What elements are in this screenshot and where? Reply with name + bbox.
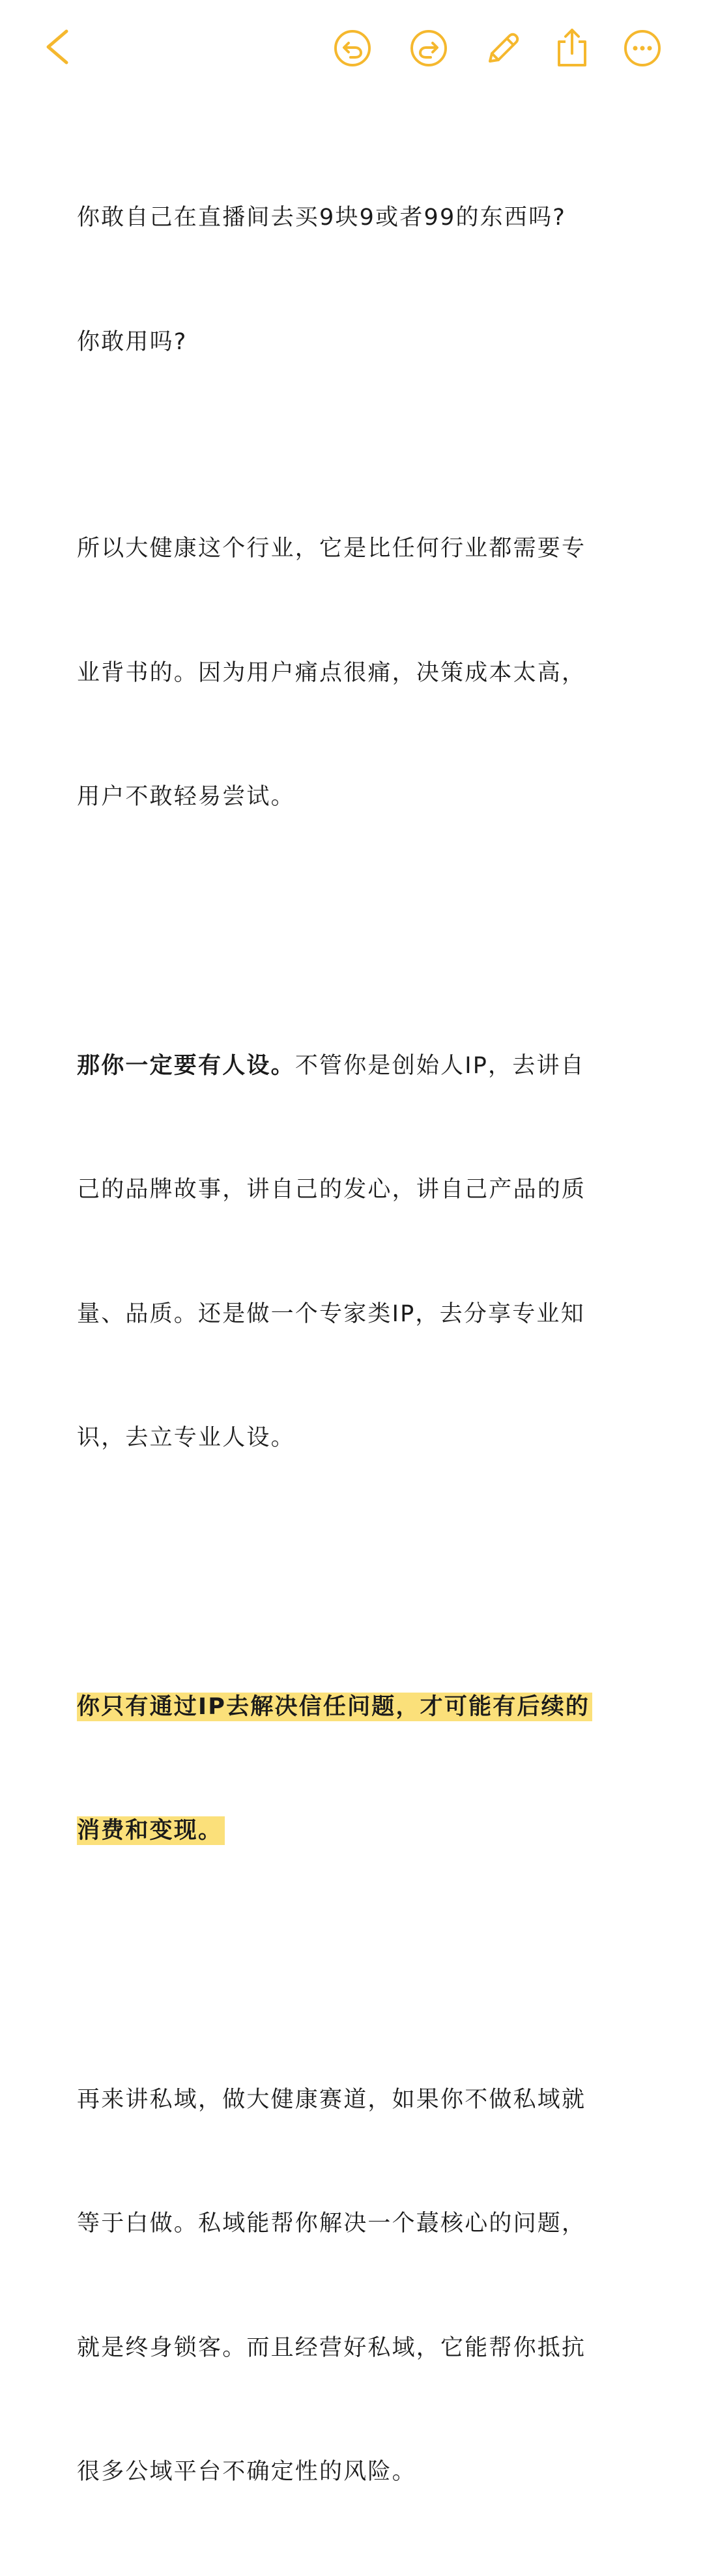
undo-icon [333,29,372,68]
highlighted-text: 你只有通过IP去解决信任问题，才可能有后续的 [77,1693,592,1721]
redo-icon [409,29,448,68]
paragraph-1 [77,115,631,446]
text-line: 等于白做。私域能帮你解决一个蕞核心的问题， [77,2211,586,2237]
text-line: 所以大健康这个行业，它是比任何行业都需要专 [77,536,586,562]
text-line: 很多公域平台不确定性的风险。 [77,2459,416,2485]
more-icon [623,29,662,68]
redo-button[interactable] [409,29,448,68]
share-button[interactable] [554,26,590,68]
text-line: 你敢自己在直播间去买9块9或者99的东西吗? [77,205,567,231]
text-line: 用户不敢轻易尝试。 [77,784,295,810]
more-button[interactable] [623,29,662,68]
note-toolbar [0,0,703,98]
text-run: 不管你是创始人IP，去讲自 [294,1052,585,1079]
text-line: 你敢用吗? [77,328,188,355]
text-line: 业背书的。因为用户痛点很痛，决策成本太高， [77,659,586,686]
paragraph-3 [77,963,631,1542]
text-line [77,1046,631,1087]
paragraph-5 [77,1997,631,2576]
share-icon [554,26,590,68]
note-body[interactable] [77,115,631,2576]
text-line: 再来讲私域，做大健康赛道，如果你不做私域就 [77,2086,586,2113]
edit-button[interactable] [483,27,523,66]
chevron-left-icon [40,27,77,66]
text-line [77,1687,631,1728]
pencil-icon [483,27,523,66]
text-line: 识，去立专业人设。 [77,1425,295,1451]
highlighted-paragraph [77,1604,631,1935]
undo-button[interactable] [333,29,372,68]
text-line: 量、品质。还是做一个专家类IP，去分享专业知 [77,1300,585,1327]
text-line: 就是终身锁客。而且经营好私域，它能帮你抵抗 [77,2334,586,2361]
bold-lead: 那你一定要有人设。 [77,1052,295,1079]
text-line: 己的品牌故事，讲自己的发心，讲自己产品的质 [77,1177,586,1203]
paragraph-2 [77,446,631,901]
highlighted-text: 消费和变现。 [77,1816,225,1845]
back-button[interactable] [40,27,77,66]
text-line [77,1810,631,1852]
